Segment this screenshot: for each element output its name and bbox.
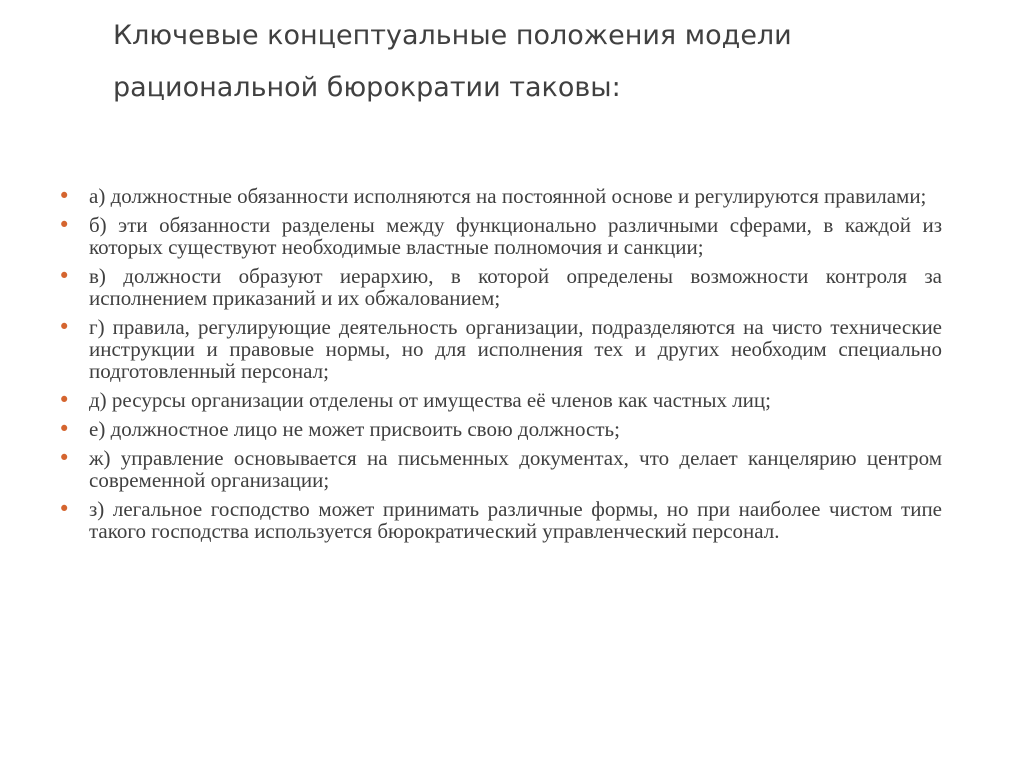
- bullet-item-a: [58, 185, 942, 207]
- bullet-dot-icon: •: [58, 388, 71, 412]
- bullet-text: г) правила, регулирующие деятельность организации, подразделяются на чисто технические инструкции и правовые нормы, но для исполнения тех и других необходим специально подготовленный персонал;: [89, 315, 942, 383]
- bullet-text: а) должностные обязанности исполняются на постоянной основе и регулируются правилами;: [89, 184, 927, 208]
- bullet-text: е) должностное лицо не может присвоить свою должность;: [89, 417, 620, 441]
- bullet-dot-icon: •: [58, 497, 71, 521]
- bullet-item-z: [58, 498, 942, 542]
- bullet-item-g: [58, 316, 942, 382]
- bullet-item-e: [58, 418, 942, 440]
- bullet-item-b: [58, 214, 942, 258]
- bullet-dot-icon: •: [58, 184, 71, 208]
- bullet-text: з) легальное господство может принимать различные формы, но при наиболее чистом типе такого господства используется бюрократический управленческий персонал.: [89, 497, 942, 543]
- bullet-text: б) эти обязанности разделены между функционально различными сферами, в каждой из которых существуют необходимые властные полномочия и санкции;: [89, 213, 942, 259]
- bullet-item-v: [58, 265, 942, 309]
- bullet-dot-icon: •: [58, 315, 71, 339]
- bullet-text: в) должности образуют иерархию, в которой определены возможности контроля за исполнением приказаний и их обжалованием;: [89, 264, 942, 310]
- bullet-text: ж) управление основывается на письменных документах, что делает канцелярию центром современной организации;: [89, 446, 942, 492]
- bullet-item-zh: [58, 447, 942, 491]
- bullet-dot-icon: •: [58, 213, 71, 237]
- bullet-dot-icon: •: [58, 264, 71, 288]
- bullet-text: д) ресурсы организации отделены от имущества её членов как частных лиц;: [89, 388, 771, 412]
- bullet-item-d: [58, 389, 942, 411]
- bullet-dot-icon: •: [58, 417, 71, 441]
- bullet-list: [58, 185, 942, 549]
- bullet-dot-icon: •: [58, 446, 71, 470]
- slide-title: Ключевые концептуальные положения модели рациональной бюрократии таковы:: [113, 20, 792, 103]
